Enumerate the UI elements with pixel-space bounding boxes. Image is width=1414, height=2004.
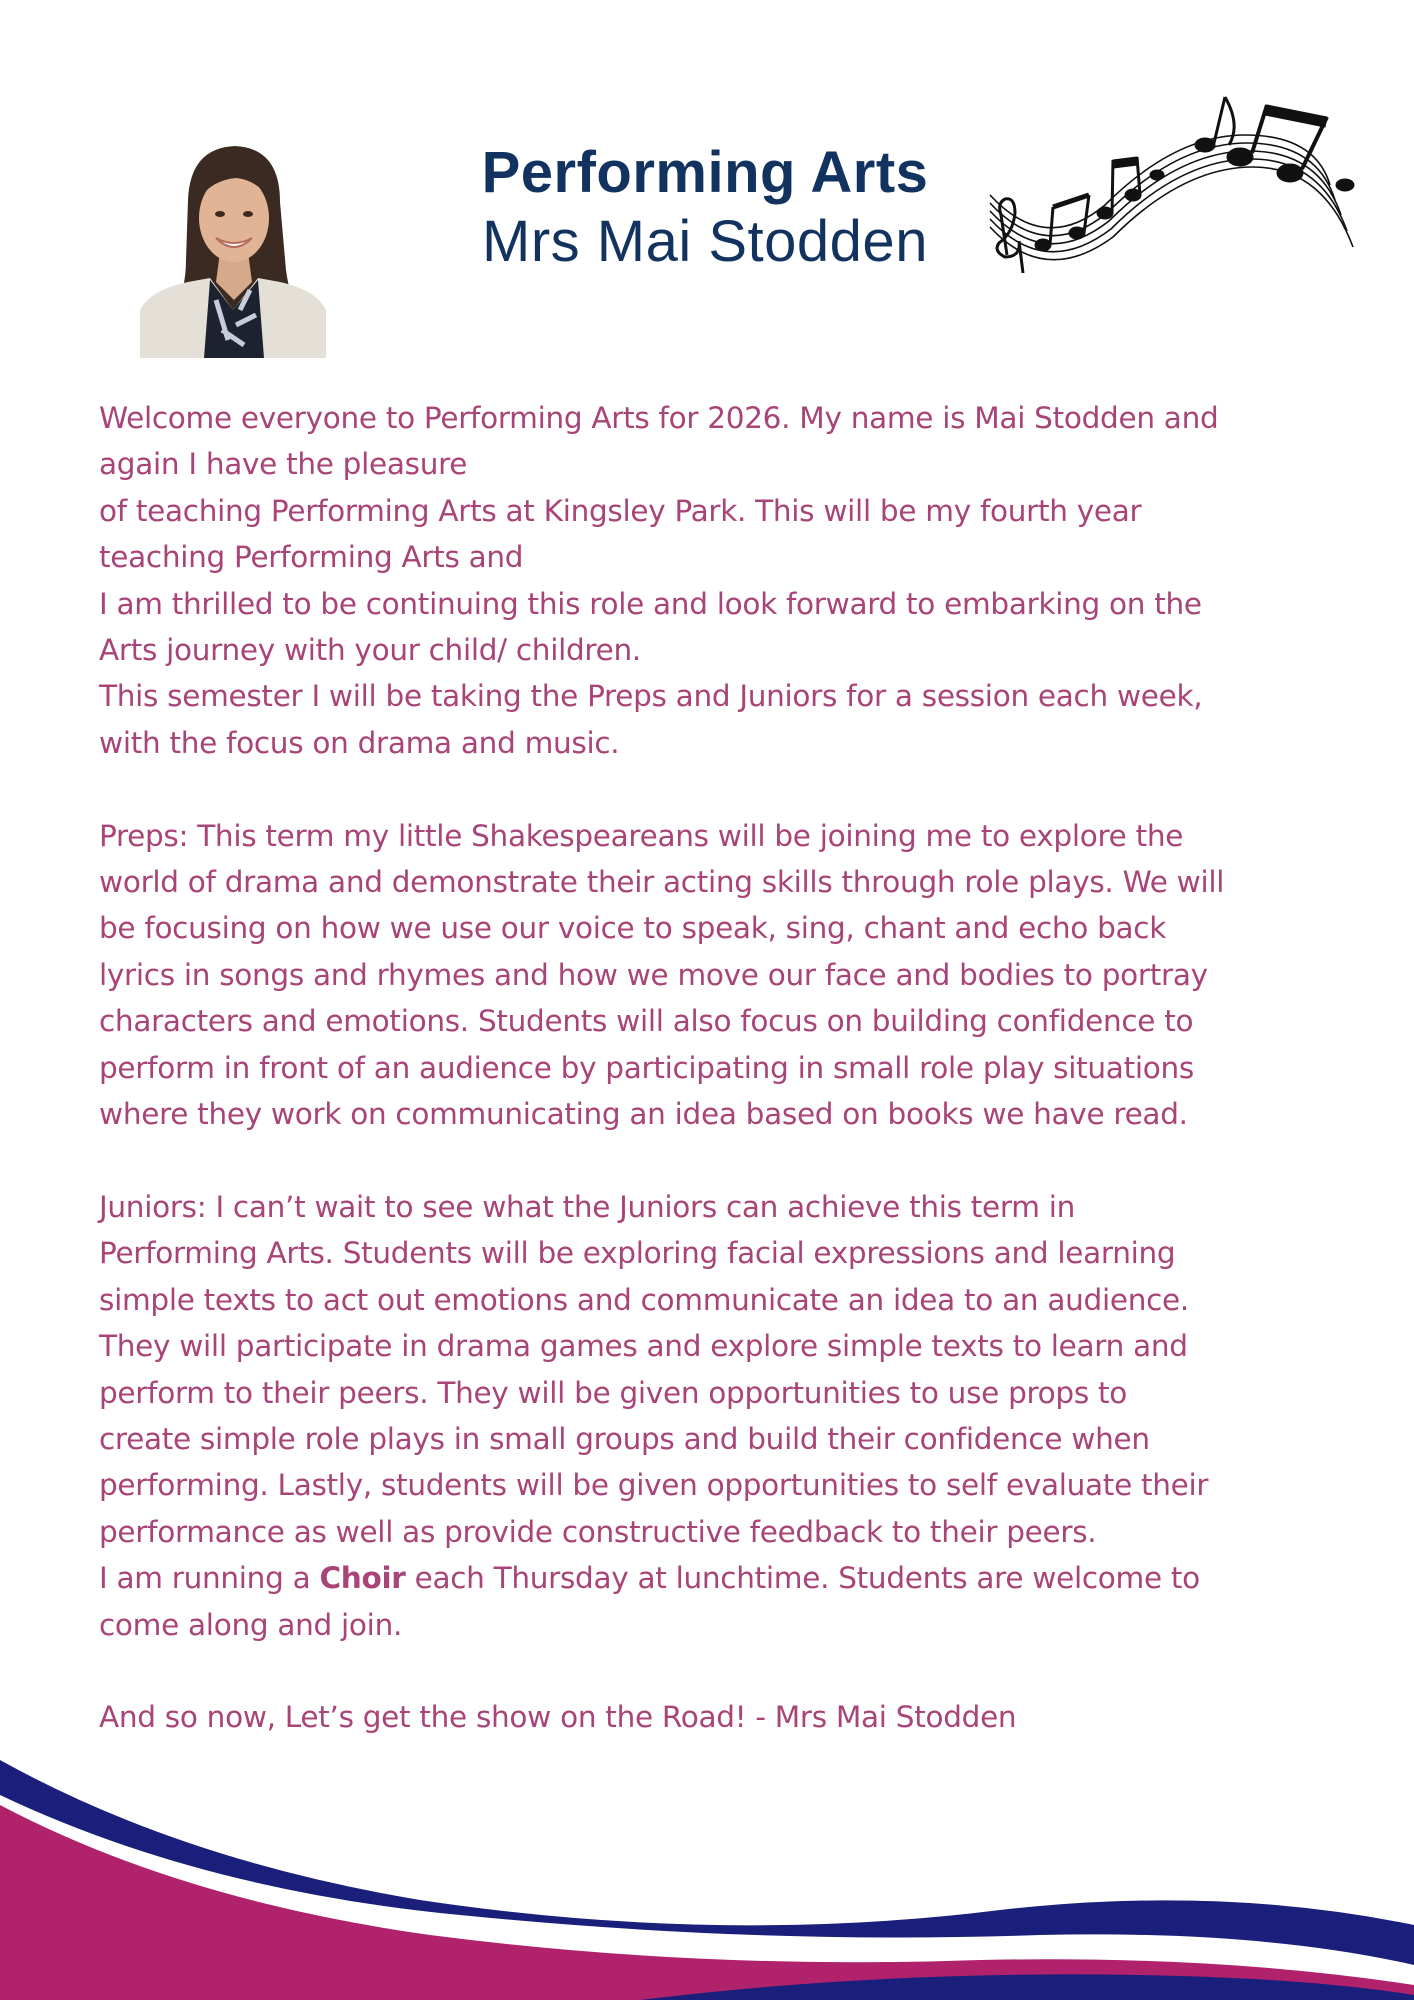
page-subtitle: Mrs Mai Stodden [482, 209, 928, 274]
text-line: Preps: This term my little Shakespeareans will be joining me to explore the [99, 818, 1184, 853]
text-line: This semester I will be taking the Preps and Juniors for a session each week, [99, 679, 1203, 714]
text-line: perform to their peers. They will be given opportunities to use props to [99, 1375, 1128, 1410]
text-line: Performing Arts. Students will be exploring facial expressions and learning [99, 1236, 1176, 1271]
choir-text-before: I am running a [99, 1561, 320, 1596]
text-line: They will participate in drama games and explore simple texts to learn and [99, 1329, 1188, 1364]
text-line: again I have the pleasure [99, 447, 468, 482]
page-title: Performing Arts [481, 140, 929, 205]
text-line: perform in front of an audience by participating in small role play situations [99, 1050, 1194, 1085]
text-line: Juniors: I can’t wait to see what the Juniors can achieve this term in [99, 1189, 1076, 1224]
text-line: be focusing on how we use our voice to speak, sing, chant and echo back [99, 911, 1166, 946]
signoff: And so now, Let’s get the show on the Road! - Mrs Mai Stodden [99, 1700, 1017, 1735]
teacher-portrait [140, 140, 326, 358]
text-line: world of drama and demonstrate their acting skills through role plays. We will [99, 865, 1225, 900]
choir-text-after: each Thursday at lunchtime. Students are welcome to [405, 1561, 1200, 1596]
text-line: Arts journey with your child/ children. [99, 633, 641, 668]
text-line: create simple role plays in small groups and build their confidence when [99, 1421, 1150, 1456]
music-notes-icon [985, 95, 1370, 295]
text-line: performing. Lastly, students will be given opportunities to self evaluate their [99, 1468, 1209, 1503]
choir-highlight: Choir [319, 1561, 406, 1596]
text-line: I am thrilled to be continuing this role and look forward to embarking on the [99, 586, 1202, 621]
text-line: lyrics in songs and rhymes and how we move our face and bodies to portray [99, 957, 1208, 992]
choir-line [99, 1555, 1329, 1601]
text-line: teaching Performing Arts and [99, 540, 524, 575]
text-line: with the focus on drama and music. [99, 725, 620, 760]
text-line: characters and emotions. Students will also focus on building confidence to [99, 1004, 1194, 1039]
text-line: Welcome everyone to Performing Arts for 2026. My name is Mai Stodden and [99, 401, 1219, 435]
text-line: where they work on communicating an idea based on books we have read. [99, 1097, 1188, 1132]
footer-wave [0, 1740, 1414, 2000]
intro-paragraph [99, 395, 1329, 766]
letter-body [99, 395, 1329, 1741]
text-line: come along and join. [99, 1607, 403, 1642]
header [405, 140, 1005, 278]
text-line: of teaching Performing Arts at Kingsley Park. This will be my fourth year [99, 493, 1142, 528]
text-line: simple texts to act out emotions and communicate an idea to an audience. [99, 1282, 1189, 1317]
juniors-paragraph [99, 1184, 1329, 1648]
preps-paragraph [99, 813, 1329, 1138]
text-line: performance as well as provide constructive feedback to their peers. [99, 1514, 1097, 1549]
